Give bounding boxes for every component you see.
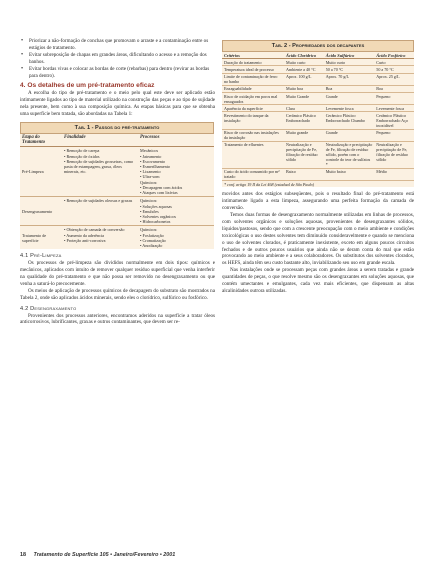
table-cell: Grande: [324, 129, 375, 141]
cell-line: Jateamento: [142, 153, 162, 159]
table-cell: Cerâmico Plástico Emborrachado: [284, 112, 324, 129]
table-row: [20, 197, 214, 226]
table-row: [222, 92, 414, 104]
cell-line: Fosfatização: [142, 232, 164, 238]
column-header: Finalidade: [62, 134, 138, 147]
table-cell: Risco de corrosão nas instalações da instalação: [222, 129, 284, 141]
cell-line: Químicos:: [140, 179, 158, 185]
section-heading: 4.2 Desengraxamento: [20, 305, 77, 312]
table-cell: Neutralização e precipitação de Fe, filtração de resíduo sólido, porém com o controle do teor de sulfatos *: [325, 142, 373, 168]
table-cell: Aprox. 25 g/L: [374, 73, 414, 85]
right-text: [222, 191, 414, 295]
table-row: [20, 147, 214, 197]
table-cell: Boa: [324, 85, 375, 92]
table-caption: Tab. 2 - Propriedades dos decapantes: [222, 40, 414, 52]
table-cell: Aprox. 70 g/L: [324, 73, 375, 85]
paragraph: Nas instalações onde se processam peças com grandes áreas a serem tratadas e grande quantidades de peças, o que resolve mesmo são os desengraxantes em soluções aquosas, que contém umectantes e emulgantes, cada vez mais eficientes, que dispensam as altas alcalinidades outrora utilizadas.: [222, 267, 414, 294]
table-cell: Muito curto: [324, 59, 375, 66]
column-header: Critérios: [222, 52, 284, 59]
table-row: [222, 112, 414, 129]
table-cell: Temperatura ideal de processo: [222, 66, 284, 73]
table-cell: Revestimento do tanque da instalação: [222, 112, 284, 129]
cell-line: Remoção de sujidades grosseiras, como pasta de estampagem, graxa, óleos minerais, etc.: [64, 158, 134, 175]
table-cell: • Remoção de carepa • Remoção de óxidos • Remoção de sujidades grosseiras, como pasta de estampagem, graxa, óleos minerais, etc.: [62, 147, 138, 197]
table-cell: Tratamento de superfície: [22, 232, 47, 243]
table-cell: Muito baixo: [324, 168, 375, 180]
section-heading: 4. Os detalhes de um pré-tratamento eficaz: [20, 82, 155, 90]
table-cell: Enxaguabilidade: [222, 85, 284, 92]
table-cell: Curto: [374, 59, 414, 66]
cell-line: Hidrocarbonetos: [142, 219, 171, 225]
cell-line: Remoção de óxidos: [66, 153, 100, 159]
table-cell: 50 a 70 °C: [374, 66, 414, 73]
table-cell: Químicos: • Soluções aquosas • Emulsões • Solventes orgânicos • Hidrocarbonetos: [138, 197, 214, 226]
table-row: [222, 73, 414, 85]
table-row: [222, 105, 414, 112]
table-cell: Ambiente a 40 °C: [284, 66, 324, 73]
table-cell: Aprox. 100 g/L: [284, 73, 324, 85]
table-cell: Muito boa: [284, 85, 324, 92]
table-footnote: * conf. artigo 19 II da Lei 468 (estadual de São Paulo): [224, 181, 315, 187]
table-cell: Custo do ácido consumido por m² tratado: [222, 168, 284, 180]
table-cell: Muito curto: [284, 59, 324, 66]
table-cell: Pequeno: [374, 92, 414, 104]
table-row: [222, 66, 414, 73]
paragraph: movidos antes dos estágios subseqüentes, pois o resultado final do pré-tratamento está intimamente ligado a esta limpeza, assegurando uma perfeita formação da camada de conversão.: [222, 191, 414, 212]
table-caption: Tab. 1 - Passos do pré-tratamento: [20, 122, 214, 134]
cell-line: Esmerilhamento: [142, 164, 170, 170]
left-column: [20, 38, 215, 326]
intro-bullet-list: [20, 38, 215, 79]
table-cell: Tratamento de efluentes: [222, 141, 284, 168]
table-cell: Baixo: [284, 168, 324, 180]
table-cell: 50 a 70 °C: [324, 66, 375, 73]
table-cell: Químicos: • Fosfatização • Cromatização • Anodização: [140, 227, 166, 248]
paragraph: Provenientes dos processos anteriores, encontramos aderidos na superfície a tratar óleos anticorrosivos, lubrificantes, graxas e outros contaminantes, que devem ser re-: [20, 312, 215, 326]
table-cell: Boa: [374, 85, 414, 92]
section-heading: 4.1 Pré-Limpeza: [20, 253, 62, 260]
cell-line: Proteção anti-corrosiva: [66, 237, 106, 243]
table-cell: Cerâmico Plástico Emborrachado Chumbo: [324, 112, 375, 129]
column-header: Ácido Sulfúrico: [324, 52, 375, 59]
table-cell: Clara: [284, 105, 324, 112]
table-row: [222, 129, 414, 141]
table-cell: Aparência da superfície: [222, 105, 284, 112]
cell-line: Químicos:: [140, 227, 158, 233]
cell-line: Soluções aquosas: [142, 203, 172, 209]
table-row: [222, 59, 414, 66]
paragraph: A escolha do tipo de pré-tratamento e o meio pelo qual este deve ser aplicado estão intimamente ligados ao tipo de material utilizado na construção das peças e ao tipo de sujidade nela presente, bem como à sua composição química. As etapas básicas para que se obtenha uma superfície bem tratada, são abordadas na Tabela 1:: [20, 90, 215, 118]
table-cell: • Remoção de sujidades oleosas e graxas: [62, 197, 138, 226]
list-item: • Evitar sobreposição de chapas em grandes áreas, dificultando o acesso e a remoção dos banhos.: [20, 52, 215, 66]
table-cell: • Obtenção de camada de conversão • Aumento da aderência • Proteção anti-corrosiva: [64, 227, 125, 243]
column-header: Etapa do Tratamento: [20, 134, 62, 147]
table-cell: Levemente fosca: [374, 105, 414, 112]
cell-line: Solventes orgânicos: [142, 213, 177, 219]
table-cell: Risco de oxidação em poros mal enxaguados: [222, 92, 284, 104]
table-cell: Duração do tratamento: [222, 59, 284, 66]
table-row: [222, 168, 414, 180]
cell-line: Ataques com lixívias: [142, 190, 178, 196]
cell-line: Remoção de carepa: [66, 148, 100, 154]
footer-text: Tratamento de Superfície 105 • Janeiro/Fevereiro • 2001: [33, 552, 176, 558]
cell-line: Escovamento: [142, 158, 166, 164]
table-cell: Muito grande: [284, 129, 324, 141]
cell-line: Obtenção de camada de conversão: [66, 227, 125, 233]
cell-line: Remoção de sujidades oleosas e graxas: [66, 198, 133, 204]
column-header: Ácido Clorídrico: [284, 52, 324, 59]
cell-line: Decapagem com ácidos: [142, 184, 183, 190]
table-cell: Pequeno: [374, 129, 414, 141]
table-row: [222, 85, 414, 92]
cell-line: Ultra-som: [142, 174, 160, 180]
table-cell: Grande: [324, 92, 375, 104]
paragraph: Temos duas formas de desengraxamento normalmente utilizadas em linhas de processos, com solventes orgânicos e soluções aquosas, provenientes de desengraxantes sólidos, líquidos/pastosos, sendo que com a crescente preocupação com o meio ambiente e condições toxicológicas o uso destes solventes tem diminuído consideravelmente e quando se menciona o uso de solventes clorados, é praticamente inexistente, exceto em alguns poucos circuitos fechados e de outros poucos usuários que ainda não se deram conta do mal que estão provocando ao meio ambiente e a seus colaboradores. Os substitutos dos solventes clorados, os HEFS, ainda têm seu custo bastante alto, inviabilizando seu uso em grande escala.: [222, 211, 414, 267]
table-cell: Muito Grande: [284, 92, 324, 104]
table-pretreatment-steps: [20, 122, 214, 249]
table-cell: Neutralização e precipitação de Fe, filtração de resíduo sólido: [284, 141, 324, 168]
cell-line: Emulsões: [142, 208, 159, 214]
table-cell: Pré-Limpeza: [20, 147, 62, 197]
table-cell: Limite de contaminação de ferro no banho: [222, 73, 284, 85]
paragraph: Os processos de pré-limpeza são divididos normalmente em dois tipos: químicos e mecânicos, aplicados com intuito de remover qualquer resíduo superficial que venha interferir na qualidade do pré-tratamento e que não possa ser removido no desengraxamento ou que venha a saturá-lo precocemente.: [20, 260, 215, 287]
cell-line: Mecânicos: [140, 148, 159, 154]
table-cell: Levemente fosca: [324, 105, 375, 112]
page-number: 18: [20, 552, 26, 558]
table-cell: Neutralização e precipitação de Fe, filtração de resíduo sólido: [374, 141, 414, 168]
cell-line: Lixamento: [142, 169, 161, 175]
list-item: • Priorizar a não-formação de conchas que promovam o arraste e a contaminação entre os estágios de tratamento.: [20, 38, 215, 52]
cell-line: Aumento da aderência: [66, 232, 104, 238]
table-cell: Mecânicos • Jateamento • Escovamento • Esmerilhamento • Lixamento • Ultra-som Químicos: • Decapagem com ácidos • Ataques com lixívias: [138, 147, 214, 197]
right-column: [222, 40, 414, 295]
cell-line: Cromatização: [142, 237, 166, 243]
list-item: • Evitar bordas vivas e colocar as bordas de corte (rebarbas) para dentro (revirar as bordas para dentro).: [20, 66, 215, 80]
table-row: [20, 226, 214, 249]
table-cell: Desengraxamento: [20, 197, 62, 226]
column-header: Processos: [138, 134, 214, 147]
table-cell: Médio: [374, 168, 414, 180]
page-footer: [20, 552, 414, 558]
column-header: Ácido Fosfórico: [374, 52, 414, 59]
table-row: [222, 141, 414, 168]
paragraph: Os meios de aplicação de processos químicos de decapagem do substrato são mostrados na Tabela 2, onde são aplicados ácidos minerais, sendo eles o clorídrico, sulfúrico ou fosfórico.: [20, 287, 215, 301]
cell-line: Químicos:: [140, 198, 158, 204]
cell-line: Anodização: [142, 242, 163, 248]
table-pickling-properties: [222, 40, 414, 187]
table-cell: Cerâmico Plástico Emborrachado Aço inoxidável: [374, 112, 414, 129]
